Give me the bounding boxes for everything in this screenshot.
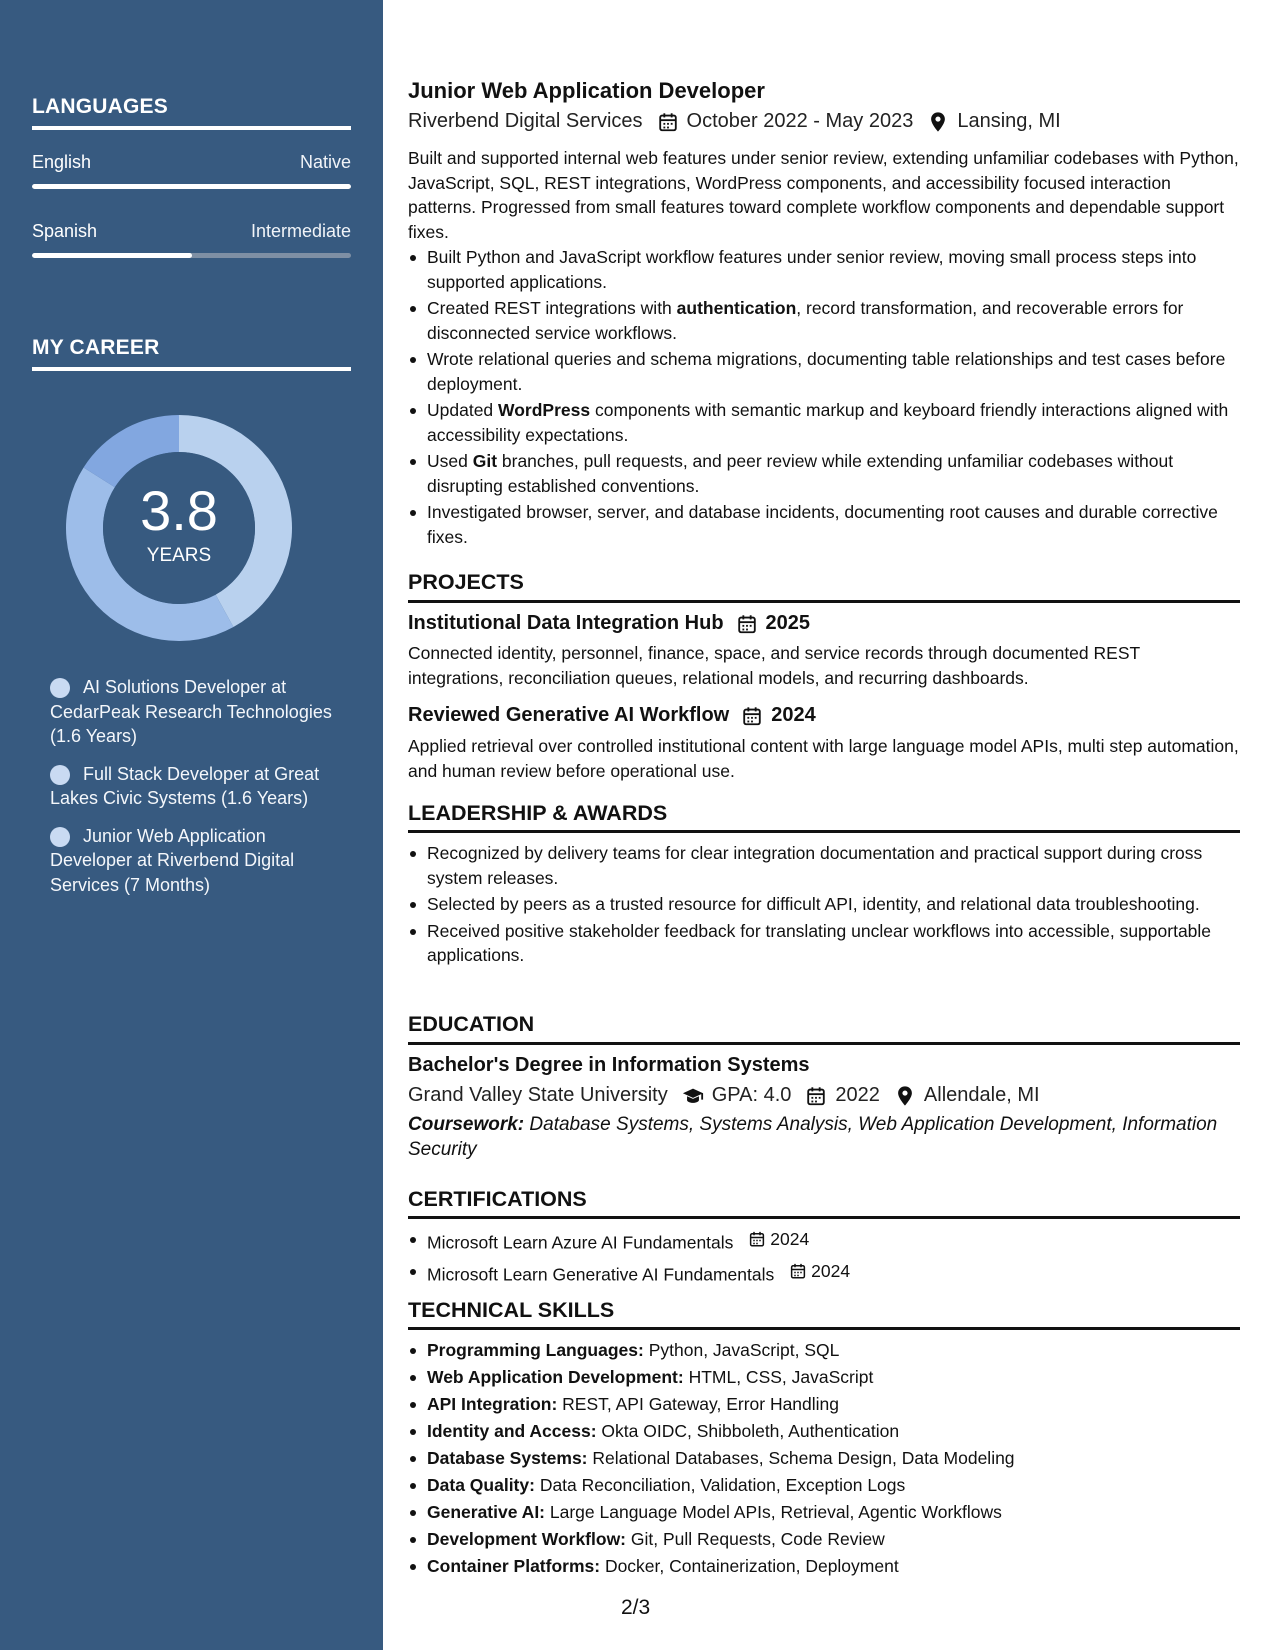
career-item xyxy=(50,762,350,811)
skill-value: HTML, CSS, JavaScript xyxy=(683,1367,874,1387)
language-bar-fill xyxy=(32,184,351,189)
skill-label: Web Application Development: xyxy=(427,1367,684,1387)
skill-label: Programming Languages: xyxy=(427,1340,644,1360)
page-number: 2/3 xyxy=(621,1596,651,1619)
job-bullet xyxy=(408,500,1240,549)
project-description: Applied retrieval over controlled institutional content with large language model APIs, multi step automation, and human review before operational use. xyxy=(408,736,1239,781)
career-dot-icon xyxy=(50,827,70,847)
language-bar-fill xyxy=(32,253,192,258)
skill-value: Large Language Model APIs, Retrieval, Agentic Workflows xyxy=(545,1502,1002,1522)
job-title: Junior Web Application Developer xyxy=(408,78,765,103)
career-item-text: Junior Web Application Developer at Riverbend Digital Services (7 Months) xyxy=(50,825,295,895)
job-bullet xyxy=(408,398,1240,447)
language-name: Spanish xyxy=(32,221,98,241)
skill-item xyxy=(408,1473,1240,1498)
project-title: Institutional Data Integration Hub xyxy=(408,612,724,634)
leadership-heading: LEADERSHIP & AWARDS xyxy=(408,801,668,825)
language-bar-spanish xyxy=(32,253,351,258)
skills-rule xyxy=(408,1327,1240,1330)
calendar-icon xyxy=(805,1085,827,1107)
skill-value: Data Reconciliation, Validation, Exception Logs xyxy=(534,1475,906,1495)
skill-label: API Integration: xyxy=(427,1394,558,1414)
bullet-bold: authentication xyxy=(676,298,797,318)
language-row-english xyxy=(32,152,351,173)
skill-item xyxy=(408,1392,1240,1417)
bullet-text: branches, pull requests, and peer review while extending unfamiliar codebases without disrupting established conventions. xyxy=(427,451,1174,496)
leadership-rule xyxy=(408,830,1240,833)
project-title-row xyxy=(408,704,816,727)
skill-value: Relational Databases, Schema Design, Data Modeling xyxy=(587,1448,1015,1468)
skill-label: Identity and Access: xyxy=(427,1421,597,1441)
certification-year: 2024 xyxy=(811,1260,851,1281)
job-dates: October 2022 - May 2023 xyxy=(686,110,914,132)
skill-label: Data Quality: xyxy=(427,1475,535,1495)
job-bullets xyxy=(408,245,1240,551)
job-bullet xyxy=(408,245,1240,294)
bullet-text: Investigated browser, server, and database incidents, documenting root causes and durable corrective fixes. xyxy=(427,502,1218,547)
bullet-bold: Git xyxy=(472,451,498,471)
job-bullet xyxy=(408,347,1240,396)
skill-label: Container Platforms: xyxy=(427,1556,601,1576)
degree-title xyxy=(408,1054,810,1077)
language-level: Intermediate xyxy=(250,221,351,241)
job-summary: Built and supported internal web features under senior review, extending unfamiliar codebases with Python, JavaScript, SQL, REST integrations, WordPress components, and accessibility focused interaction patterns. Progressed from small features toward complete workflow components and dependable support fixes. xyxy=(408,148,1239,242)
project-year: 2025 xyxy=(765,612,811,634)
projects-rule xyxy=(408,600,1240,603)
location-pin-icon xyxy=(927,111,949,133)
skill-value: Git, Pull Requests, Code Review xyxy=(626,1529,885,1549)
skill-item xyxy=(408,1527,1240,1552)
language-row-spanish xyxy=(32,221,351,242)
career-years-value: 3.8 xyxy=(140,479,218,542)
education-heading: EDUCATION xyxy=(408,1012,535,1036)
language-bar-english xyxy=(32,184,351,189)
certifications-heading: CERTIFICATIONS xyxy=(408,1187,587,1211)
career-item-text: Full Stack Developer at Great Lakes Civic Systems (1.6 Years) xyxy=(50,763,320,808)
leadership-list xyxy=(408,841,1240,970)
career-item xyxy=(50,675,350,749)
skill-label: Database Systems: xyxy=(427,1448,588,1468)
skill-item xyxy=(408,1554,1240,1579)
calendar-icon xyxy=(736,613,758,635)
project-description: Connected identity, personnel, finance, space, and service records through documented REST integrations, reconciliation queues, relational models, and recurring dashboards. xyxy=(408,643,1140,688)
calendar-icon xyxy=(741,705,763,727)
certification-date xyxy=(748,1227,809,1252)
calendar-icon xyxy=(789,1262,807,1280)
skill-label: Generative AI: xyxy=(427,1502,546,1522)
skill-item xyxy=(408,1419,1240,1444)
bullet-bold: WordPress xyxy=(498,400,591,420)
school-name: Grand Valley State University xyxy=(408,1084,668,1106)
bullet-text: Wrote relational queries and schema migrations, documenting table relationships and test cases before deployment. xyxy=(427,349,1226,394)
skill-value: Python, JavaScript, SQL xyxy=(643,1340,840,1360)
language-level: Native xyxy=(299,152,351,172)
bullet-text: Built Python and JavaScript workflow features under senior review, moving small process steps into supported applications. xyxy=(427,247,1197,292)
graduation-year: 2022 xyxy=(835,1084,880,1106)
certification-name: Microsoft Learn Azure AI Fundamentals xyxy=(427,1232,734,1253)
job-company: Riverbend Digital Services xyxy=(408,110,643,132)
job-meta-line xyxy=(408,110,1061,133)
bullet-text: Created REST integrations with xyxy=(427,298,677,318)
education-meta-line xyxy=(408,1084,1040,1107)
career-list xyxy=(50,675,350,910)
career-donut-center xyxy=(66,415,292,641)
career-item-text: AI Solutions Developer at CedarPeak Research Technologies (1.6 Years) xyxy=(50,677,332,746)
skill-value: Okta OIDC, Shibboleth, Authentication xyxy=(596,1421,900,1441)
job-bullet xyxy=(408,449,1240,498)
graduation-cap-icon xyxy=(682,1085,704,1107)
certifications-list xyxy=(408,1227,1240,1289)
certifications-rule xyxy=(408,1216,1240,1219)
project-title: Reviewed Generative AI Workflow xyxy=(408,704,730,726)
skill-label: Development Workflow: xyxy=(427,1529,627,1549)
certification-item xyxy=(408,1227,1240,1255)
bullet-text: , record transformation, and recoverable errors for disconnected service workflows. xyxy=(427,298,1184,343)
skill-value: REST, API Gateway, Error Handling xyxy=(557,1394,840,1414)
career-item xyxy=(50,824,350,898)
leadership-item: Received positive stakeholder feedback for translating unclear workflows into accessible, supportable applications. xyxy=(408,919,1240,968)
career-donut-chart xyxy=(66,415,292,641)
bullet-text: Updated xyxy=(427,400,499,420)
career-heading-rule xyxy=(32,367,351,371)
projects-heading: PROJECTS xyxy=(408,570,524,594)
certification-item xyxy=(408,1259,1240,1287)
skill-item xyxy=(408,1365,1240,1390)
skills-list xyxy=(408,1338,1240,1581)
skills-heading: TECHNICAL SKILLS xyxy=(408,1298,615,1322)
project-year: 2024 xyxy=(771,704,816,726)
bullet-text: Used xyxy=(427,451,473,471)
certification-name: Microsoft Learn Generative AI Fundamentals xyxy=(427,1264,775,1284)
bullet-text: components with semantic markup and keyboard friendly interactions aligned with accessibility expectations. xyxy=(427,400,1229,445)
project-title-row xyxy=(408,612,810,635)
leadership-item: Selected by peers as a trusted resource for difficult API, identity, and relational data troubleshooting. xyxy=(408,892,1240,917)
skill-item xyxy=(408,1446,1240,1471)
career-heading: MY CAREER xyxy=(32,336,160,359)
location-pin-icon xyxy=(894,1085,916,1107)
calendar-icon xyxy=(748,1230,766,1248)
job-bullet xyxy=(408,296,1240,345)
career-years-unit: YEARS xyxy=(146,545,212,566)
degree-name: Bachelor's Degree in Information Systems xyxy=(408,1054,810,1076)
coursework-list: Database Systems, Systems Analysis, Web Application Development, Information Security xyxy=(408,1114,1218,1160)
sidebar xyxy=(0,0,383,1650)
coursework xyxy=(408,1113,1240,1162)
calendar-icon xyxy=(657,111,679,133)
language-name: English xyxy=(32,152,92,172)
languages-heading: LANGUAGES xyxy=(32,95,168,118)
career-dot-icon xyxy=(50,678,70,698)
school-location: Allendale, MI xyxy=(923,1084,1040,1106)
certification-date xyxy=(789,1259,850,1284)
job-location: Lansing, MI xyxy=(957,110,1061,132)
coursework-label: Coursework: xyxy=(408,1114,525,1135)
skill-item xyxy=(408,1500,1240,1525)
leadership-item: Recognized by delivery teams for clear integration documentation and practical support during cross system releases. xyxy=(408,841,1240,890)
skill-item xyxy=(408,1338,1240,1363)
education-rule xyxy=(408,1042,1240,1045)
certification-year: 2024 xyxy=(770,1229,810,1249)
languages-heading-rule xyxy=(32,126,351,130)
skill-value: Docker, Containerization, Deployment xyxy=(600,1556,899,1576)
career-dot-icon xyxy=(50,765,70,785)
gpa: GPA: 4.0 xyxy=(711,1084,792,1106)
